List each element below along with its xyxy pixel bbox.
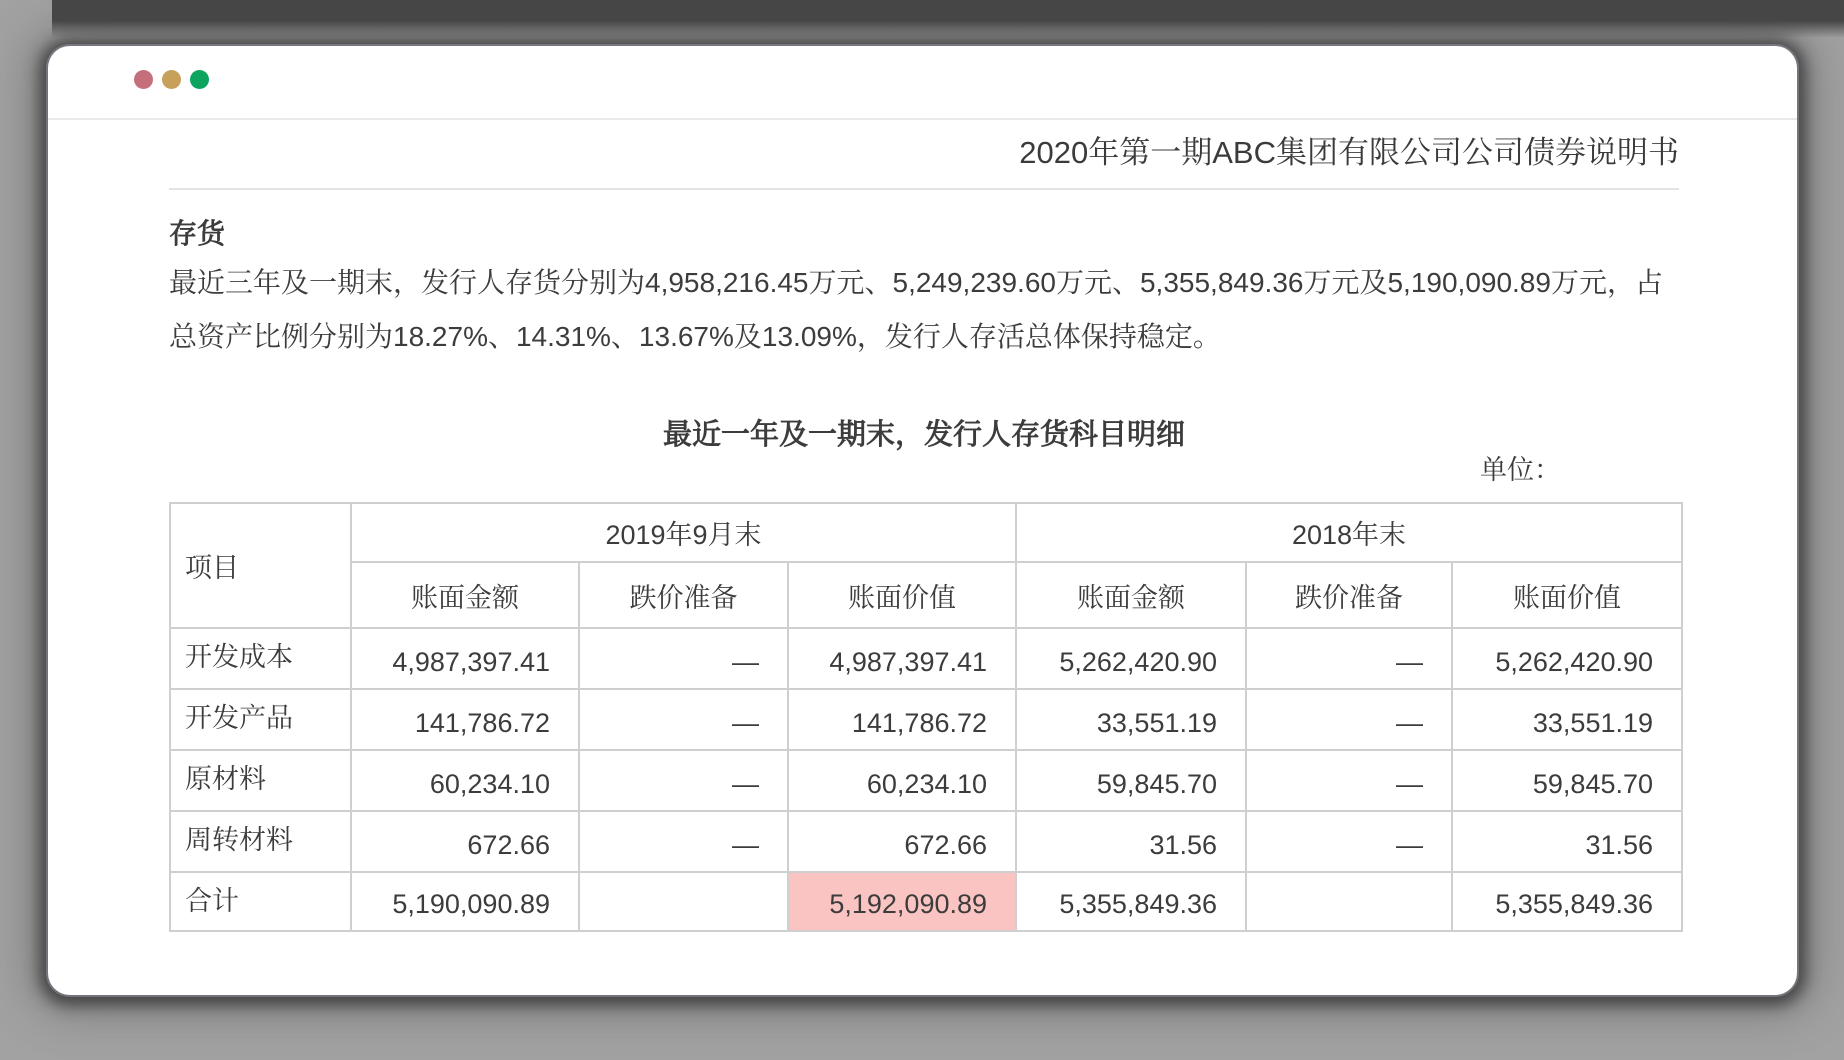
cell: 4,987,397.41 bbox=[788, 628, 1016, 689]
column-group-2019: 2019年9月末 bbox=[351, 503, 1016, 562]
row-label: 周转材料 bbox=[170, 811, 351, 872]
cell: 31.56 bbox=[1452, 811, 1682, 872]
window-titlebar bbox=[48, 46, 1797, 120]
highlighted-error-cell[interactable]: 5,192,090.89 bbox=[788, 872, 1016, 931]
column-header-2018-impairment: 跌价准备 bbox=[1246, 562, 1452, 628]
cell: — bbox=[1246, 628, 1452, 689]
cell bbox=[579, 872, 788, 931]
cell: 59,845.70 bbox=[1452, 750, 1682, 811]
cell: 672.66 bbox=[788, 811, 1016, 872]
document-window bbox=[48, 46, 1797, 995]
column-group-2018: 2018年末 bbox=[1016, 503, 1682, 562]
row-label: 开发产品 bbox=[170, 689, 351, 750]
cell: 5,355,849.36 bbox=[1016, 872, 1246, 931]
cell: 5,262,420.90 bbox=[1016, 628, 1246, 689]
cell: 4,987,397.41 bbox=[351, 628, 579, 689]
cell: — bbox=[1246, 750, 1452, 811]
inventory-table bbox=[169, 502, 1683, 932]
cell: — bbox=[579, 689, 788, 750]
column-header-2019-book-amount: 账面金额 bbox=[351, 562, 579, 628]
cell: — bbox=[579, 628, 788, 689]
maximize-button[interactable] bbox=[190, 70, 209, 89]
document-header-title: 2020年第一期ABC集团有限公司公司债券说明书 bbox=[169, 134, 1679, 190]
cell bbox=[1246, 872, 1452, 931]
table-title: 最近一年及一期末，发行人存货科目明细 bbox=[662, 419, 1185, 451]
row-label: 合计 bbox=[170, 872, 351, 931]
cell: — bbox=[1246, 811, 1452, 872]
table-row bbox=[170, 750, 1682, 811]
close-button[interactable] bbox=[134, 70, 153, 89]
table-row bbox=[170, 689, 1682, 750]
table-row bbox=[170, 628, 1682, 689]
cell: — bbox=[1246, 689, 1452, 750]
cell: 31.56 bbox=[1016, 811, 1246, 872]
column-header-2018-book-value: 账面价值 bbox=[1452, 562, 1682, 628]
cell: 60,234.10 bbox=[788, 750, 1016, 811]
table-row bbox=[170, 811, 1682, 872]
cell: 141,786.72 bbox=[351, 689, 579, 750]
document-page bbox=[48, 120, 1797, 995]
row-label: 开发成本 bbox=[170, 628, 351, 689]
section-heading: 存货 bbox=[169, 218, 226, 249]
table-row-total bbox=[170, 872, 1682, 931]
table-header-group-row bbox=[170, 503, 1682, 562]
cell: 5,355,849.36 bbox=[1452, 872, 1682, 931]
row-label: 原材料 bbox=[170, 750, 351, 811]
cell: — bbox=[579, 750, 788, 811]
column-header-2019-impairment: 跌价准备 bbox=[579, 562, 788, 628]
cell: 5,262,420.90 bbox=[1452, 628, 1682, 689]
cell: 33,551.19 bbox=[1452, 689, 1682, 750]
column-header-2019-book-value: 账面价值 bbox=[788, 562, 1016, 628]
cell: 672.66 bbox=[351, 811, 579, 872]
inventory-paragraph: 最近三年及一期末，发行人存货分别为4,958,216.45万元、5,249,239.60万元、5,355,849.36万元及5,190,090.89万元，占总资产比例分别为18.27%、14.31%、13.67%及13.09%，发行人存活总体保持稳定。 bbox=[169, 267, 1663, 352]
cell: 5,190,090.89 bbox=[351, 872, 579, 931]
table-header-sub-row bbox=[170, 562, 1682, 628]
cell: — bbox=[579, 811, 788, 872]
cell: 33,551.19 bbox=[1016, 689, 1246, 750]
traffic-lights bbox=[134, 70, 209, 89]
minimize-button[interactable] bbox=[162, 70, 181, 89]
column-header-item: 项目 bbox=[170, 503, 351, 628]
unit-label: 单位： bbox=[1480, 455, 1561, 485]
cell: 60,234.10 bbox=[351, 750, 579, 811]
column-header-2018-book-amount: 账面金额 bbox=[1016, 562, 1246, 628]
cell: 141,786.72 bbox=[788, 689, 1016, 750]
cell: 59,845.70 bbox=[1016, 750, 1246, 811]
